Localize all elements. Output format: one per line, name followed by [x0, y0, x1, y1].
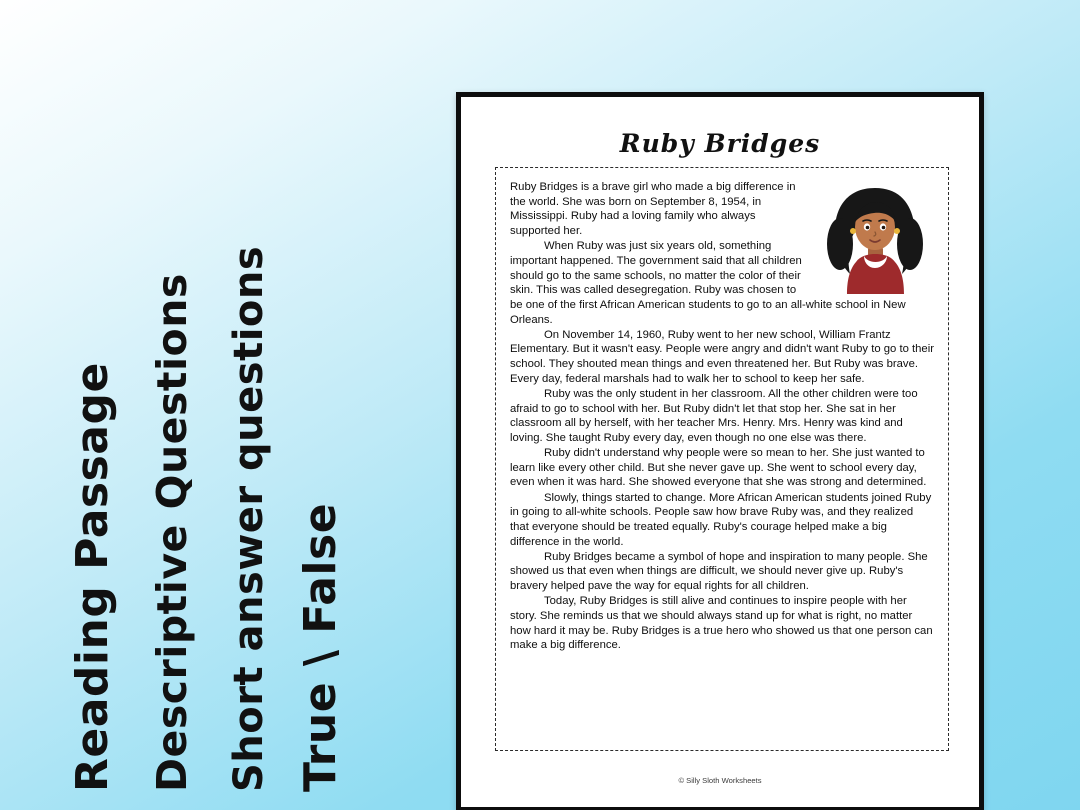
ruby-bridges-portrait-illustration: [816, 182, 934, 294]
passage-paragraph: Ruby Bridges is a brave girl who made a big difference in the world. She was born on September 8, 1954, in Mississippi. Ruby had a loving family who always supported her.: [510, 181, 796, 238]
promo-label-true-false: True \ False: [295, 502, 346, 792]
promo-label-reading-passage: Reading Passage: [67, 362, 118, 792]
reading-passage-box: [495, 167, 949, 751]
passage-paragraph: On November 14, 1960, Ruby went to her new school, William Frantz Elementary. But it wasn't easy. People were angry and didn't want Ruby to go to their school. They shouted mean things and even threatened her. But Ruby was brave. Every day, federal marshals had to walk her to school to keep her safe.: [510, 328, 934, 385]
passage-paragraph: When Ruby was just six years old, something important happened. The government said that all children should go to the same schools, no matter the color of their skin. This was called desegregation. Ruby was chosen to be one of the first African American students to go to an all-white school in New Orleans.: [510, 240, 906, 326]
promo-label-short-answer-questions: Short answer questions: [226, 245, 272, 792]
promo-label-group: [0, 0, 420, 810]
worksheet-title: Ruby Bridges: [619, 129, 821, 158]
passage-paragraph: Ruby didn't understand why people were so mean to her. She just wanted to learn like every other child. But she never gave up. She went to school every day, even when it was hard. She showed everyone that she was strong and determined.: [510, 447, 927, 489]
passage-paragraph: Ruby was the only student in her classroom. All the other children were too afraid to go to school with her. But Ruby didn't let that stop her. She sat in her classroom all by herself, with her teacher Mrs. Henry. Mrs. Henry was kind and loving. She taught Ruby every day, even though no one else was there.: [510, 387, 918, 444]
passage-paragraph: Today, Ruby Bridges is still alive and continues to inspire people with her story. She reminds us that we should always stand up for what is right, no matter how hard it may be. Ruby Bridges is a true hero who showed us that one person can make a big difference.: [510, 595, 933, 652]
promo-label-descriptive-questions: Descriptive Questions: [148, 273, 196, 792]
worksheet-sheet: [456, 92, 984, 810]
worksheet-inner: [469, 105, 971, 799]
passage-paragraph: Ruby Bridges became a symbol of hope and inspiration to many people. She showed us that even when things are difficult, we should never give up. Ruby's bravery helped pave the way for equal rights for all children.: [510, 550, 928, 593]
worksheet-footer-credit: © Silly Sloth Worksheets: [678, 776, 762, 785]
passage-paragraph: Slowly, things started to change. More African American students joined Ruby in going to all-white schools. People saw how brave Ruby was, and they realized that everyone should be treated equally. Ruby's courage helped make a big difference in the world.: [510, 491, 932, 548]
